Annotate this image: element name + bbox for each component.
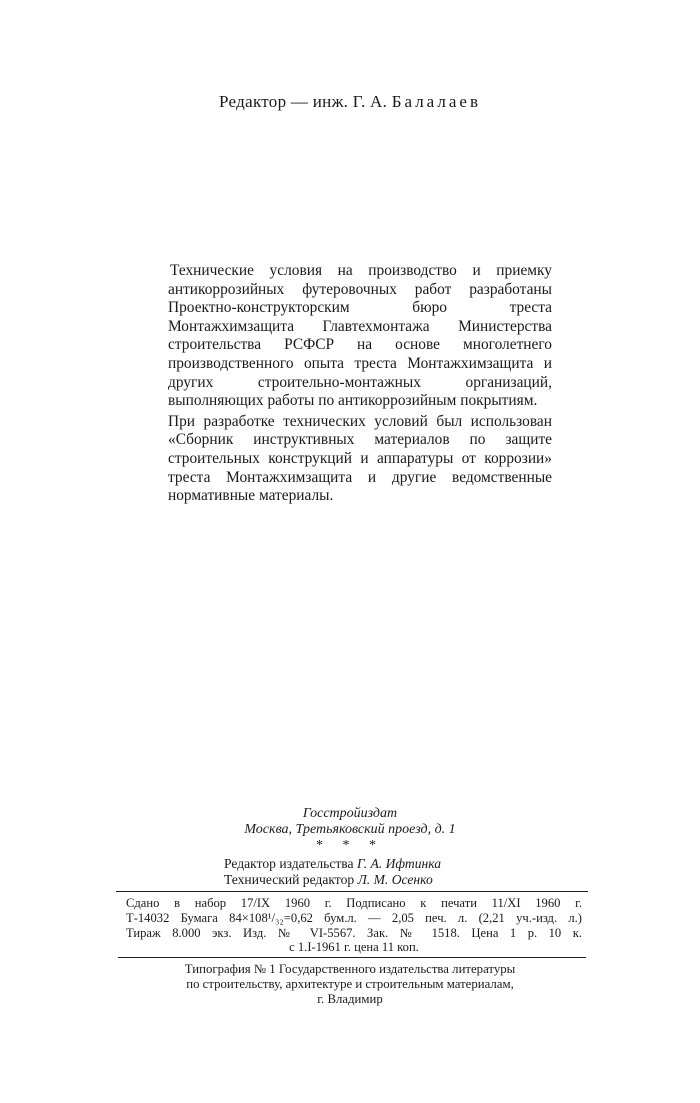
editor-credit [0, 92, 700, 112]
imprint-line: Сдано в набор 17/IX 1960 г. Подписано к печати 11/XI 1960 г. [126, 896, 582, 910]
imprint-bottom-rule [118, 957, 586, 958]
imprint-block [126, 896, 582, 955]
publisher-name: Госстройиздат [302, 806, 398, 821]
publishing-editor-name: Г. А. Ифтинка [356, 856, 442, 871]
imprint-line: Тираж 8.000 экз. Изд. № VI-5567. Зак. № 1518. Цена 1 р. 10 к. [126, 925, 582, 940]
tech-editor-line [224, 872, 441, 888]
annotation-text [168, 262, 552, 506]
imprint-line: Т-14032 Бумага 84×108¹/₃₂=0,62 бум.л. — 2,05 печ. л. (2,21 уч.-изд. л.) [126, 910, 582, 925]
publishing-editor-line [224, 856, 441, 872]
printer-block [0, 962, 700, 1007]
tech-editor-name: Л. М. Осенко [357, 872, 433, 887]
imprint-top-rule [116, 891, 588, 892]
publishing-editor-label: Редактор издательства [224, 856, 354, 871]
editor-name: Балалаев [391, 92, 481, 111]
printer-line: по строительству, архитектуре и строительным материалам, [186, 977, 514, 991]
editor-prefix: Редактор — инж. Г. А. [219, 92, 388, 111]
imprint-line: с 1.I-1961 г. цена 11 коп. [289, 940, 419, 955]
tech-editor-label: Технический редактор [224, 872, 355, 887]
separator-stars: * * * [316, 838, 384, 853]
printer-line: Типография № 1 Государственного издательства литературы [184, 962, 516, 976]
publisher-address: Москва, Третьяковский проезд, д. 1 [244, 822, 456, 837]
annotation-paragraph-2: При разработке технических условий был использован «Сборник инструктивных материалов по защите строительных конструкций и аппаратуры от коррозии» треста Монтажхимзащита и другие ведомственные нормативные материалы. [168, 412, 552, 505]
printer-line: г. Владимир [317, 992, 383, 1006]
editors-block [224, 856, 441, 888]
annotation-paragraph-1: Технические условия на производство и приемку антикоррозийных футеровочных работ разработаны Проектно-конструкторским бюро треста Монтажхимзащита Главтехмонтажа Министерства строительства РСФСР на основе многолетнего производственного опыта треста Монтажхимзащита и других строительно-монтажных организаций, выполняющих работы по антикоррозийным покрытиям. [168, 262, 552, 410]
publisher-block [0, 806, 700, 838]
